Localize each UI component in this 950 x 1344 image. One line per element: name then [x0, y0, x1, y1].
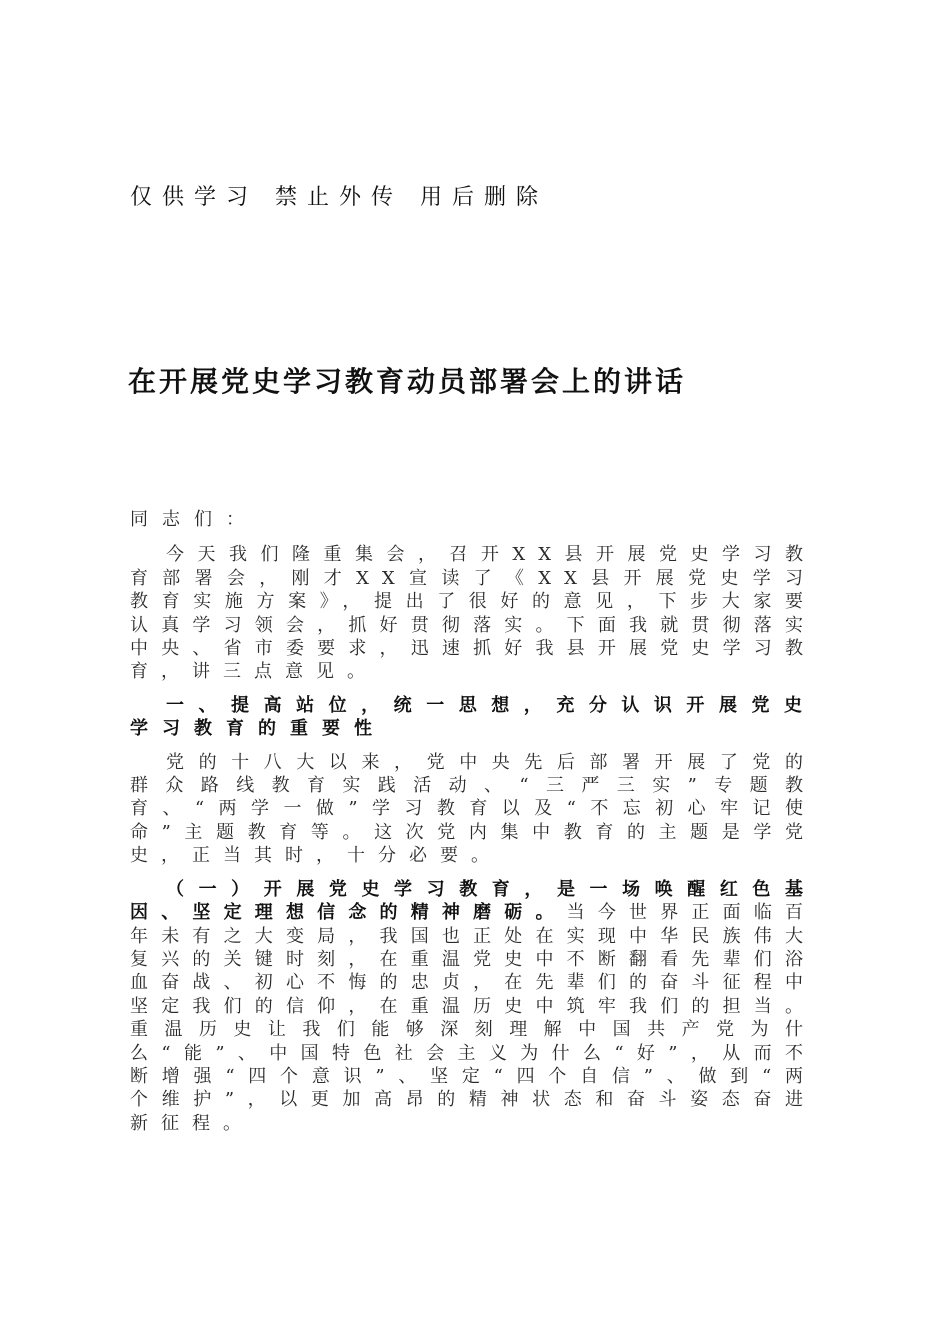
paragraph-intro: 今天我们隆重集会，召开XX县开展党史学习教育部署会，刚才XX宣读了《XX县开展党史学习教育实施方案》，提出了很好的意见，下步大家要认真学习领会，抓好贯彻落实。下面我就贯彻落实中央、省市委要求，迅速抓好我县开展党史学习教育，讲三点意见。 — [130, 544, 816, 683]
subsection-1-text: 当今世界正面临百年未有之大变局，我国也正处在实现中华民族伟大复兴的关键时刻，在重温党史中不断翻看先辈们浴血奋战、初心不悔的忠贞，在先辈们的奋斗征程中坚定我们的信仰，在重温历史中筑牢我们的担当。重温历史让我们能够深刻理解中国共产党为什么“能”、中国特色社会主义为什么“好”，从而不断增强“四个意识”、坚定“四个自信”、做到“两个维护”，以更加高昂的精神状态和奋斗姿态奋进新征程。 — [130, 902, 817, 1134]
confidential-notice: 仅供学习 禁止外传 用后删除 — [130, 185, 548, 210]
paragraph-background: 党的十八大以来，党中央先后部署开展了党的群众路线教育实践活动、“三严三实”专题教育、“两学一做”学习教育以及“不忘初心牢记使命”主题教育等。这次党内集中教育的主题是学党史，正当其时，十分必要。 — [130, 751, 816, 867]
document-title: 在开展党史学习教育动员部署会上的讲话 — [128, 365, 687, 398]
document-body — [130, 508, 816, 1135]
section-heading-1: 一、提高站位，统一思想，充分认识开展党史学习教育的重要性 — [130, 694, 816, 740]
subsection-1-lead: （一）开展党史学习教育，是一场唤醒红色基因、坚定理想信念的精神磨砺。 — [130, 878, 816, 924]
salutation: 同志们： — [130, 509, 258, 530]
paragraph-subsection-1 — [130, 878, 816, 1135]
